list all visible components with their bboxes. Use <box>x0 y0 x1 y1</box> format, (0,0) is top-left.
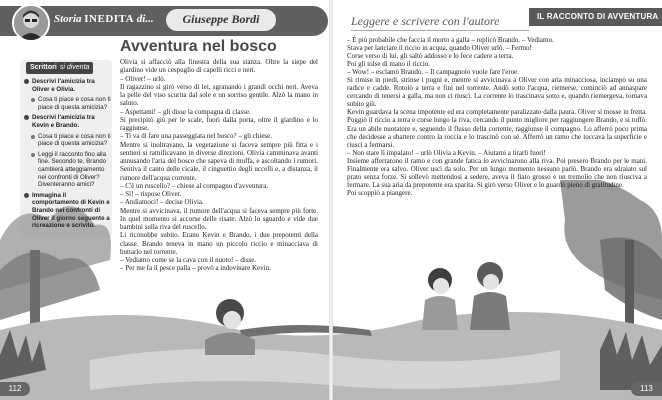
story-paragraph: – C'è un ruscello? – chiese al compagno d'avventura. <box>120 181 269 190</box>
sidebar-prompt <box>24 96 112 111</box>
story-paragraph: – Ti va di fare una passeggiata nel bosco? – gli chiese. <box>120 132 273 141</box>
story-paragraph: Il ragazzino si girò verso di lei, sgranando i grandi occhi neri. Aveva la pelle del viso scurita dal sole e un sorriso gentile. Alzò la mano in saluto. <box>120 82 318 108</box>
bullet-icon <box>24 115 29 120</box>
sidebar-prompt-text: Immagina il comportamento di Kevin e Brando nei confronti di Oliver il giorno seguente a ricreazione e scrivilo. <box>32 191 110 230</box>
story-paragraph: Olivia si affacciò alla finestra della sua stanza. Oltre la siepe del giardino vide un cespuglio di capelli ricci e neri. <box>120 58 318 75</box>
page-number-right: 113 <box>631 382 662 396</box>
story-paragraph: – Andiamoci! – decise Olivia. <box>120 198 204 207</box>
sidebar-prompt-text: Leggi il racconto fino alla fine. Secondo te, Brando cambierà atteggiamento nei confronti di Oliver? Diventeranno amici? <box>38 150 107 189</box>
story-paragraph: – Aspettami! – gli disse la compagna di classe. <box>120 107 251 116</box>
story-paragraph: Si rimise in piedi, strinse i pugni e, mentre si avvicinava a Oliver con aria minacciosa, inciampò su una radice e cadde. Rotolò a terra e finì nel torrente. Andò sotto l'acqua, riemerse, cominciò ad annaspare cercando di tenersi a galla, ma non ci riuscì. La corrente lo trascinava sotto e, quando riemergeva, tornava subito giù. <box>347 76 647 109</box>
page-number-left: 112 <box>0 382 30 396</box>
story-paragraph: Insieme afferrarono il ramo e con grande fatica lo avvicinarono alla riva. Poi presero Brando per le mani. Finalmente era salvo. Oliver uscì da solo. Per un lungo momento nessuno parlò. Brando era sdraiato sul prato senza forze. Si sollevò mettendosi a sedere, aveva il fiato grosso e un tremolio che non riusciva a fermare. La sua aria da prepotente era sparita. Si girò verso Oliver e lo guardò pieno di gratitudine. <box>347 156 647 189</box>
story-paragraph: – Non stare lì impalato! – urlò Olivia a Kevin. – Aiutami a tirarli fuori! <box>347 148 546 157</box>
sidebar-prompt-text: Cosa ti piace e cosa non ti piace di questa amicizia? <box>38 132 111 148</box>
series-title: Storia INEDITA di... <box>54 13 154 25</box>
story-paragraph: Poi gli tolse di mano il riccio. <box>347 60 431 69</box>
bullet-icon <box>31 153 35 157</box>
story-paragraph: – Wow! – esclamò Brando. – Il campagnolo vuole fare l'eroe. <box>347 68 520 77</box>
story-paragraph: Si precipitò giù per le scale, fuori dalla porta, oltre il giardino e lo raggiunse. <box>120 115 318 132</box>
author-name: Giuseppe Bordi <box>182 12 260 26</box>
bullet-icon <box>31 98 35 102</box>
story-paragraph: – È più probabile che faccia il morto a galla – replicò Brando. – Vediamo. <box>347 36 554 44</box>
sidebar-prompt-text: Descrivi l'amicizia tra Oliver e Olivia. <box>32 78 95 93</box>
sidebar-prompt-text: Cosa ti piace e cosa non ti piace di questa amicizia? <box>38 96 111 111</box>
sidebar-prompt-text: Descrivi l'amicizia tra Kevin e Brando. <box>32 114 95 129</box>
sidebar-prompt <box>24 192 112 230</box>
sidebar-prompt <box>24 133 112 148</box>
sidebar-prompt <box>24 78 112 93</box>
story-title: Avventura nel bosco <box>120 38 277 55</box>
sidebar-prompt <box>24 114 112 129</box>
story-paragraph: Kevin guardava la scena impotente ed era completamente paralizzato dalla paura. Oliver si mosse in fretta. Poggiò il riccio a terra e corse lungo la riva, cercando il punto migliore per raggiungere Brando, e si tuffò. Era un abile nuotatore e, seguendo il flusso della corrente, raggiunse il compagno. Lo afferrò poco prima che decidesse a sbattere contro la roccia e lo trascinò con sé. Afferrò un ramo che toccava la superficie e riuscì a fermarsi. <box>347 108 647 149</box>
story-paragraph: – Sì! – rispose Oliver. <box>120 190 182 198</box>
story-paragraph: Stava per lanciare il riccio in acqua, quando Oliver urlò. – Fermo! <box>347 44 532 53</box>
section-subtitle: Leggere e scrivere con l'autore <box>351 14 500 28</box>
subtitle-rule <box>351 30 529 31</box>
sidebar-list <box>24 78 112 233</box>
bullet-icon <box>31 135 35 139</box>
bullet-icon <box>24 79 29 84</box>
story-paragraph: – Vediamo come se la cava con il nuoto! – disse. <box>120 256 257 264</box>
story-paragraph: – Per me fa il pesce palla – provò a indovinare Kevin. <box>120 264 271 273</box>
bullet-icon <box>24 193 29 198</box>
story-body-left <box>120 58 318 273</box>
story-paragraph: Li riconobbe subito. Erano Kevin e Brando, i due prepotenti della classe. Brando teneva in mano un piccolo riccio e minacciava di buttarlo nel torrente. <box>120 231 318 256</box>
story-paragraph: Poi scoppiò a piangere. <box>347 188 413 197</box>
sidebar-prompt <box>24 151 112 189</box>
section-tag-label: IL RACCONTO DI AVVENTURA <box>537 12 659 21</box>
book-gutter <box>329 0 333 400</box>
sidebar-title: Scrittori si diventa <box>26 62 93 74</box>
story-body-right <box>347 36 647 197</box>
story-paragraph: Corse verso di lui, gli saltò addosso e lo fece cadere a terra. <box>347 52 514 61</box>
story-paragraph: – Oliver! – urlò. <box>120 74 166 83</box>
author-avatar <box>12 4 50 42</box>
story-paragraph: Mentre si inoltravano, la vegetazione si faceva sempre più fitta e i sentieri si ramificavano in diverse direzioni. Olivia camminava avanti annusando l'aria del bosco che sapeva di muffa, e ascoltando i rumori. Sentiva il canto delle cicale, il cinguettio degli uccelli e, a distanza, il rumore dell'acqua corrente. <box>120 140 318 182</box>
story-paragraph: Mentre si avvicinava, il rumore dell'acqua si faceva sempre più forte. In quel momento si accorse delle risate. Alzò lo sguardo e vide due bambini sulla riva del ruscello. <box>120 206 318 231</box>
